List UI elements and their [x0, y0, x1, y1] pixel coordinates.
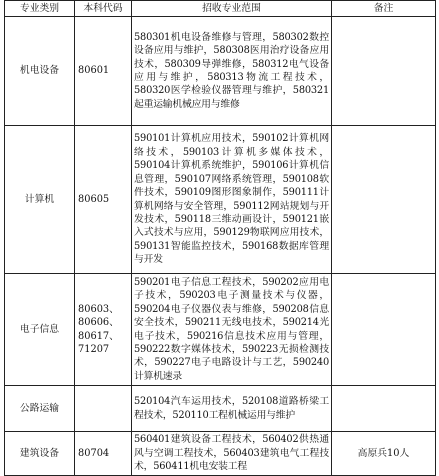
code-cell: 80601	[75, 17, 132, 126]
table-row	[5, 274, 436, 386]
header-remark: 备注	[332, 1, 436, 17]
range-cell: 520104汽车运用技术，520108道路桥梁工程技术，520110工程机械运用与维护	[132, 386, 332, 432]
remark-cell	[332, 126, 436, 274]
code-cell: 80704	[75, 432, 132, 476]
category-cell: 机电设备	[5, 17, 75, 126]
table-row	[5, 432, 436, 476]
table-header-row	[5, 1, 436, 17]
header-category: 专业类别	[5, 1, 75, 17]
code-cell: 80603、80606、80617、71207	[75, 274, 132, 386]
header-range: 招收专业范围	[132, 1, 332, 17]
remark-cell	[332, 386, 436, 432]
header-code: 本科代码	[75, 1, 132, 17]
range-cell: 580301机电设备维修与管理，580302数控设备应用与维护，580308医用治疗设备应用技术，580309导弹维修，580312电气设备应用与维护，580313物流工程技术，580320医学检验仪器管理与维护，580321起重运输机械应用与维修	[132, 17, 332, 126]
category-cell: 电子信息	[5, 274, 75, 386]
remark-cell	[332, 274, 436, 386]
category-cell: 公路运输	[5, 386, 75, 432]
range-cell: 590101计算机应用技术，590102计算机网络技术，590103计算机多媒体技术，590104计算机系统维护，590106计算机信息管理，590107网络系统管理，590108软件技术，590109图形图象制作，590111计算机网络与安全管理，590112网站规划与开发技术，590118三维动画设计，590121嵌入式技术与应用，590129物联网应用技术，590131智能监控技术，590168数据库管理与开发	[132, 126, 332, 274]
code-cell	[75, 386, 132, 432]
table-row	[5, 17, 436, 126]
table-row	[5, 386, 436, 432]
category-cell: 计算机	[5, 126, 75, 274]
table-row	[5, 126, 436, 274]
code-cell: 80605	[75, 126, 132, 274]
range-cell: 560401建筑设备工程技术，560402供热通风与空调工程技术，560403建筑电气工程技术，560411机电安装工程	[132, 432, 332, 476]
recruitment-table	[4, 0, 436, 476]
remark-cell: 高原兵10人	[332, 432, 436, 476]
remark-cell	[332, 17, 436, 126]
category-cell: 建筑设备	[5, 432, 75, 476]
range-cell: 590201电子信息工程技术，590202应用电子技术，590203电子测量技术与仪器，590204电子仪器仪表与维修，590208信息安全技术，590211无线电技术，590214光电子技术，590216信息技术应用与管理，590222数字媒体技术，590223无损检测技术，590227电子电路设计与工艺，590240计算机速录	[132, 274, 332, 386]
